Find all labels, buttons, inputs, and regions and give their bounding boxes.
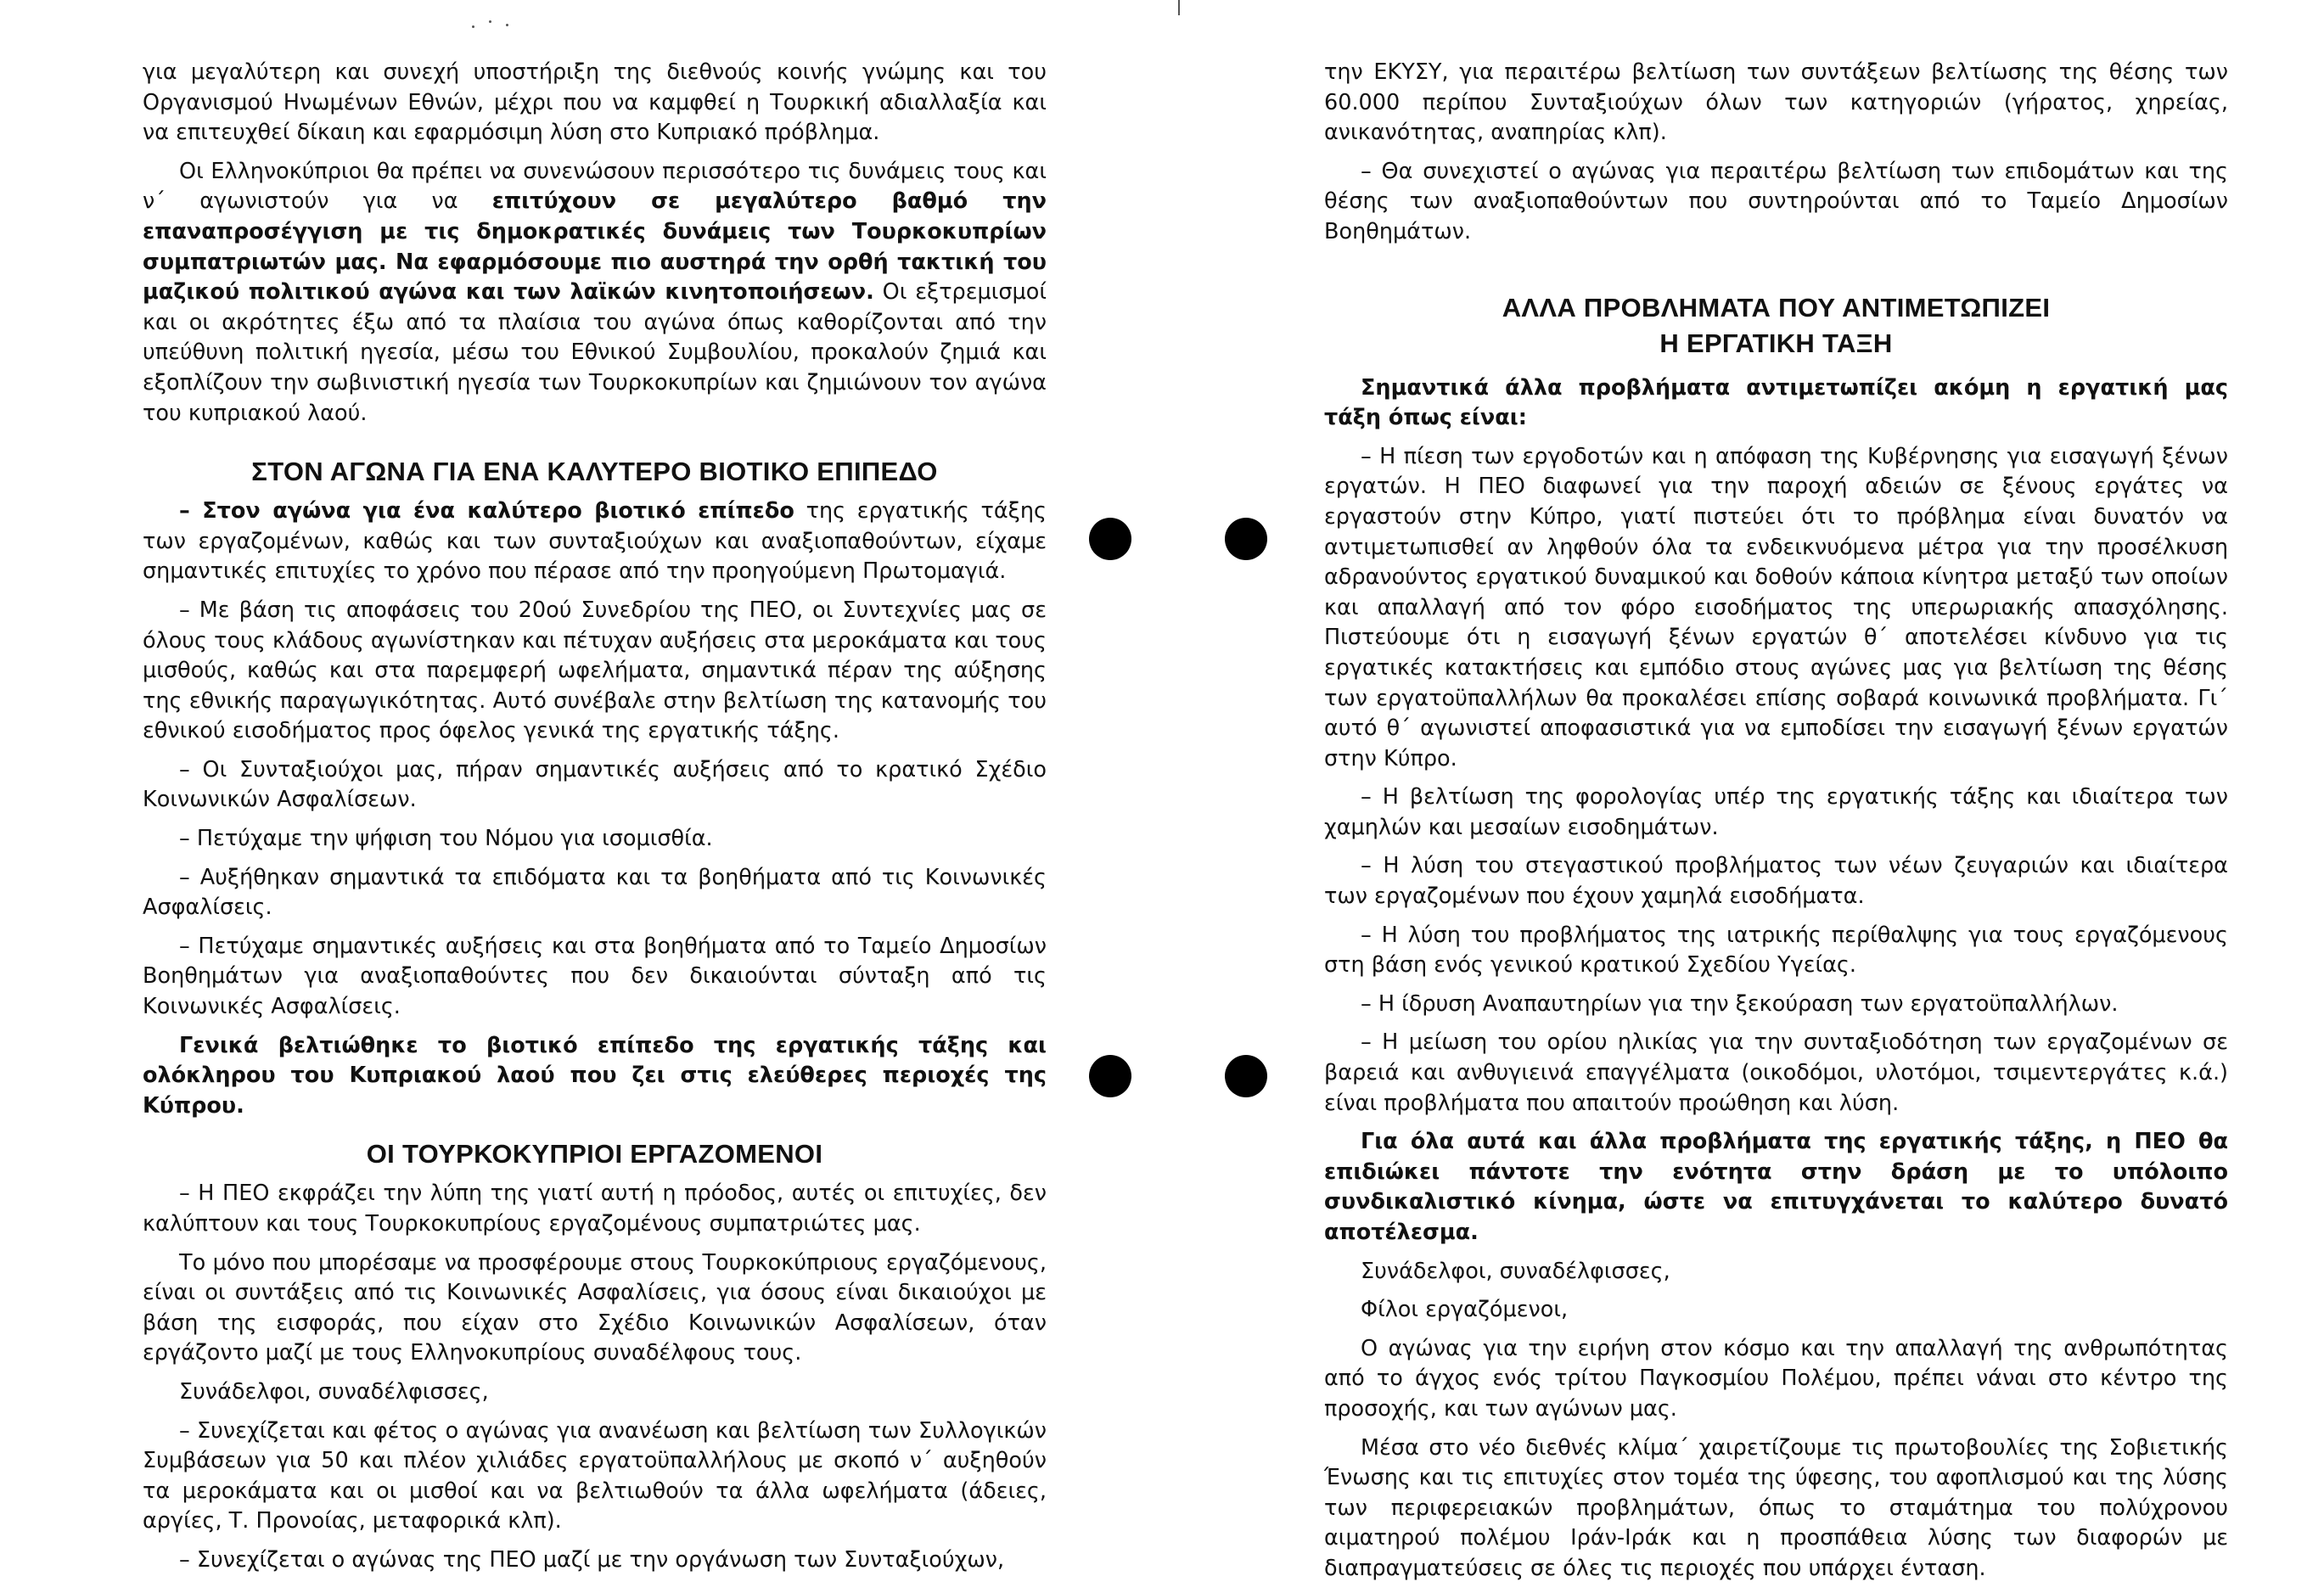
paragraph: – Η μείωση του ορίου ηλικίας για την συνταξιοδότηση των εργαζομένων σε βαρειά και ανθυγιεινά επαγγέλματα (οικοδόμοι, υλοτόμοι, τσιμεντεργάτες κ.ά.) είναι προβλήματα που απαιτούν προώθηση και λύση. xyxy=(1324,1029,2228,1116)
text-run: Οι Ελληνοκύπριοι θα πρέπει να συνενώσουν περισσότερο τις δυνάμεις τους και ν΄ αγωνιστούν για να xyxy=(143,158,1047,215)
paragraph: για μεγαλύτερη και συνεχή υποστήριξη της διεθνούς κοινής γνώμης και του Οργανισμού Ηνωμένων Εθνών, μέχρι που να καμφθεί η Τουρκική αδιαλλαξία και να επιτευχθεί δίκαιη και εφαρμόσιμη λύση στο Κυπριακό πρόβλημα. xyxy=(143,59,1047,146)
paragraph: – Πετύχαμε την ψήφιση του Νόμου για ισομισθία. xyxy=(179,826,713,852)
page-fold-mark xyxy=(1178,0,1180,15)
heading-line: Η ΕΡΓΑΤΙΚΗ ΤΑΞΗ xyxy=(1659,328,1893,358)
paragraph: Συνάδελφοι, συναδέλφισσες, xyxy=(1361,1258,1670,1284)
paragraph: – Πετύχαμε σημαντικές αυξήσεις και στα βοηθήματα από το Ταμείο Δημοσίων Βοηθημάτων για αναξιοπαθούντες που δεν δικαιούνται σύνταξη από τις Κοινωνικές Ασφαλίσεις. xyxy=(143,933,1047,1020)
section-heading: ΣΤΟΝ ΑΓΩΝΑ ΓΙΑ ΕΝΑ ΚΑΛΥΤΕΡΟ ΒΙΟΤΙΚΟ ΕΠΙΠΕΔΟ xyxy=(251,457,938,487)
paragraph: – Με βάση τις αποφάσεις του 20ού Συνεδρίου της ΠΕΟ, οι Συντεχνίες μας σε όλους τους κλάδους αγωνίστηκαν και πέτυχαν αυξήσεις στα μεροκάματα και τους μισθούς, καθώς και στα παρεμφερή ωφελήματα, σημαντικά πέραν της αύξησης της εθνικής παραγωγικότητας. Αυτό συνέβαλε στην βελτίωση της κατανομής του εθνικού εισοδήματος προς όφελος γενικά της εργατικής τάξης. xyxy=(143,597,1047,744)
paragraph: Το μόνο που μπορέσαμε να προσφέρουμε στους Τουρκοκύπριους εργαζόμενους, είναι οι συντάξεις από τις Κοινωνικές Ασφαλίσεις, για όσους είναι δικαιούχοι με βάση της εισφοράς, που είχαν στο Σχέδιο Κοινωνικών Ασφαλίσεων, όταν εργάζοντο μαζί με τους Ελληνοκυπρίους συναδέλφους τους. xyxy=(143,1249,1047,1366)
paragraph: Φίλοι εργαζόμενοι, xyxy=(1361,1297,1569,1323)
scan-speck xyxy=(472,25,474,28)
bold-paragraph xyxy=(1324,373,2228,434)
paragraph: – Συνεχίζεται και φέτος ο αγώνας για ανανέωση και βελτίωση των Συλλογικών Συμβάσεων για 50 και πλέον χιλιάδες εργατοϋπαλλήλους με σκοπό ν΄ αυξηθούν τα μεροκάματα και οι μισθοί και να βελτιωθούν τα άλλα ωφελήματα (άδειες, αργίες, Τ. Προνοίας, μεταφορικά κλπ). xyxy=(143,1417,1047,1534)
paragraph: – Συνεχίζεται ο αγώνας της ΠΕΟ μαζί με την οργάνωση των Συνταξιούχων, xyxy=(179,1546,1005,1573)
paragraph: – Θα συνεχιστεί ο αγώνας για περαιτέρω βελτίωση των επιδομάτων και της θέσης των αναξιοπαθούντων που συντηρούνται από το Ταμείο Δημοσίων Βοηθημάτων. xyxy=(1324,158,2228,244)
bold-text-run: – Στον αγώνα για ένα καλύτερο βιοτικό επίπεδο xyxy=(179,498,794,524)
bold-text-run: Γενικά βελτιώθηκε το βιοτικό επίπεδο της εργατικής τάξης και ολόκληρου του Κυπριακού λαού που ζει στις ελεύθερες περιοχές της Κύπρου. xyxy=(143,1032,1047,1119)
paragraph: – Οι Συνταξιούχοι μας, πήραν σημαντικές αυξήσεις από το κρατικό Σχέδιο Κοινωνικών Ασφαλίσεων. xyxy=(143,756,1047,813)
paragraph: Μέσα στο νέο διεθνές κλίμα΄ χαιρετίζουμε τις πρωτοβουλίες της Σοβιετικής Ένωσης και τις επιτυχίες στον τομέα της ύφεσης, του αφοπλισμού και της λύσης των περιφερειακών προβλημάτων, όπως το σταμάτημα του πολύχρονου αιματηρού πολέμου Ιράν-Ιράκ και η προσπάθεια λύσης των διαφορών με διαπραγματεύσεις σε όλες τις περιοχές που υπάρχει ένταση. xyxy=(1324,1434,2228,1581)
heading-line: ΑΛΛΑ ΠΡΟΒΛΗΜΑΤΑ ΠΟΥ ΑΝΤΙΜΕΤΩΠΙΖΕΙ xyxy=(1502,292,2051,323)
paragraph: – Η ίδρυση Αναπαυτηρίων για την ξεκούραση των εργατοϋπαλλήλων. xyxy=(1361,990,2119,1017)
paragraph: – Η βελτίωση της φορολογίας υπέρ της εργατικής τάξης και ιδιαίτερα των χαμηλών και μεσαίων εισοδημάτων. xyxy=(1324,784,2228,840)
bold-paragraph xyxy=(1324,1127,2228,1248)
paragraph: – Αυξήθηκαν σημαντικά τα επιδόματα και τα βοηθήματα από τις Κοινωνικές Ασφαλίσεις. xyxy=(143,864,1047,921)
paragraph: την ΕΚΥΣΥ, για περαιτέρω βελτίωση των συντάξεων βελτίωσης της θέσης των 60.000 περίπου Συνταξιούχων όλων των κατηγοριών (γήρατος, χηρείας, ανικανότητας, αναπηρίας κλπ). xyxy=(1324,59,2228,146)
paragraph: Συνάδελφοι, συναδέλφισσες, xyxy=(179,1378,489,1405)
paragraph: Ο αγώνας για την ειρήνη στον κόσμο και την απαλλαγή της ανθρωπότητας από το άγχος ενός τρίτου Παγκοσμίου Πολέμου, πρέπει νάναι στο κέντρο της προσοχής, και των αγώνων μας. xyxy=(1324,1335,2228,1422)
bold-text-run: Σημαντικά άλλα προβλήματα αντιμετωπίζει ακόμη η εργατική μας τάξη όπως είναι: xyxy=(1324,374,2228,431)
scan-speck xyxy=(506,24,508,26)
bold-text-run: Για όλα αυτά και άλλα προβλήματα της εργατικής τάξης, η ΠΕΟ θα επιδιώκει πάντοτε την ενότητα στην δράση με το υπόλοιπο συνδικαλιστικό κίνημα, ώστε να επιτυγχάνεται το καλύτερο δυνατό αποτέλεσμα. xyxy=(1324,1129,2228,1245)
scan-speck xyxy=(489,20,491,23)
left-column xyxy=(143,58,1047,1585)
binding-hole-dot xyxy=(1225,518,1267,560)
bold-text-run: επιτύχουν σε μεγαλύτερο βαθμό την επαναπροσέγγιση με τις δημοκρατικές δυνάμεις των Τουρκοκυπρίων συμπατριωτών μας. Να εφαρμόσουμε πιο αυστηρά την ορθή τακτική του μαζικού πολιτικού αγώνα και των λαϊκών κινητοποιήσεων. xyxy=(143,188,1047,306)
paragraph xyxy=(143,157,1047,429)
bold-paragraph xyxy=(143,1031,1047,1122)
section-heading xyxy=(1324,290,2228,362)
paragraph: – Η ΠΕΟ εκφράζει την λύπη της γιατί αυτή η πρόοδος, αυτές οι επιτυχίες, δεν καλύπτουν και τους Τουρκοκυπρίους εργαζομένους συμπατριώτες μας. xyxy=(143,1181,1047,1237)
section-heading: ΟΙ ΤΟΥΡΚΟΚΥΠΡΙΟΙ ΕΡΓΑΖΟΜΕΝΟΙ xyxy=(366,1139,823,1170)
paragraph: – Η λύση του προβλήματος της ιατρικής περίθαλψης για τους εργαζόμενους στη βάση ενός γενικού κρατικού Σχεδίου Υγείας. xyxy=(1324,922,2228,979)
binding-hole-dot xyxy=(1225,1055,1267,1097)
paragraph: – Η πίεση των εργοδοτών και η απόφαση της Κυβέρνησης για εισαγωγή ξένων εργατών. Η ΠΕΟ διαφωνεί για την παροχή αδειών σε ξένους εργάτες να εργαστούν στην Κύπρο, γιατί πιστεύει ότι το πρόβλημα είναι δυνατόν να αντιμετωπισθεί αν ληφθούν όλα τα ενδεικνυόμενα μέτρα για την προσέλκυση αδρανούντος εργατικού δυναμικού και δοθούν κάποια κίνητρα μεταξύ των οποίων και απαλλαγή από τον φόρο εισοδήματος της υπερωριακής απασχόλησης. Πιστεύουμε ότι η εισαγωγή ξένων εργατών θ΄ αποτελέσει κίνδυνο για τις εργατικές κατακτήσεις και εμπόδιο στους αγώνες μας για βελτίωση της θέσης των εργατοϋπαλλήλων θα προκαλέσει επίσης σοβαρά κοινωνικά προβλήματα. Γι΄ αυτό θ΄ αγωνιστεί αποφασιστικά για να εμποδίσει την εισαγωγή ξένων εργατών στην Κύπρο. xyxy=(1324,443,2228,771)
text-run: της εργατικής τάξης των εργαζομένων, καθώς και των συνταξιούχων και αναξιοπαθούντων, είχαμε σημαντικές επιτυχίες το χρόνο που πέρασε από την προηγούμενη Πρωτομαγιά. xyxy=(143,498,1047,585)
paragraph: – Η λύση του στεγαστικού προβλήματος των νέων ζευγαριών και ιδιαίτερα των εργαζομένων που έχουν χαμηλά εισοδήματα. xyxy=(1324,853,2228,910)
binding-hole-dot xyxy=(1089,518,1131,560)
paragraph xyxy=(143,496,1047,587)
right-column xyxy=(1324,58,2228,1593)
text-run: Οι εξτρεμισμοί και οι ακρότητες έξω από τα πλαίσια του αγώνα όπως καθορίζονται από την υπεύθυνη πολιτική ηγεσία, μέσω του Εθνικού Συμβουλίου, προκαλούν ζημιά και εξοπλίζουν την σωβινιστική ηγεσία των Τουρκοκυπρίων και ζημιώνουν τον αγώνα του κυπριακού λαού. xyxy=(143,279,1047,426)
binding-hole-dot xyxy=(1089,1055,1131,1097)
